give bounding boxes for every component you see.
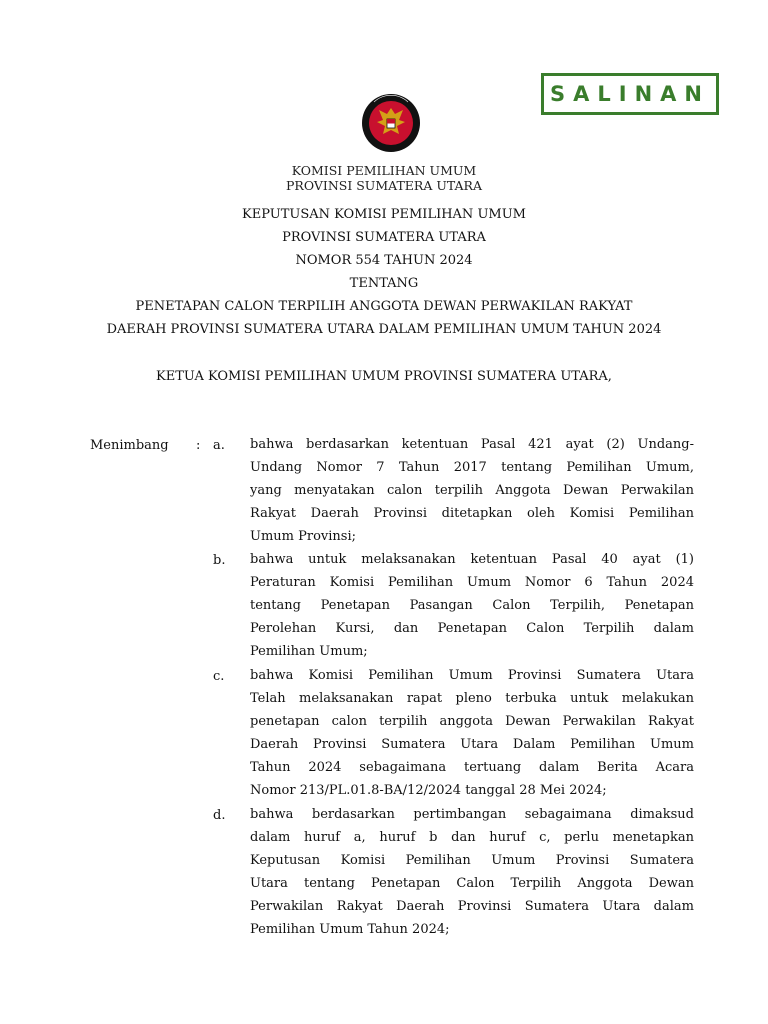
item-b-line: Pemilihan Umum; — [250, 644, 368, 659]
salinan-stamp: SALINAN — [541, 73, 719, 115]
item-letter-d: d. — [213, 808, 226, 823]
item-b-line: Perolehan Kursi, dan Penetapan Calon Terpilih dalam — [250, 621, 694, 636]
item-a-line: Umum Provinsi; — [250, 529, 356, 544]
item-d-line: Perwakilan Rakyat Daerah Provinsi Sumatera Utara dalam — [250, 899, 694, 914]
item-letter-a: a. — [213, 438, 225, 453]
heading-tentang: TENTANG — [349, 276, 419, 291]
item-a-line: yang menyatakan calon terpilih Anggota Dewan Perwakilan — [250, 483, 694, 498]
item-d-line: bahwa berdasarkan pertimbangan sebagaimana dimaksud — [250, 807, 694, 822]
item-c-line: penetapan calon terpilih anggota Dewan Perwakilan Rakyat — [250, 714, 694, 729]
item-c-line: bahwa Komisi Pemilihan Umum Provinsi Sumatera Utara — [250, 668, 694, 683]
menimbang-label: Menimbang — [90, 438, 169, 453]
heading-number: NOMOR 554 TAHUN 2024 — [295, 253, 473, 268]
kpu-garuda-emblem-icon — [360, 90, 422, 156]
item-c-line: Tahun 2024 sebagaimana tertuang dalam Berita Acara — [250, 760, 694, 775]
heading-subject-line1: PENETAPAN CALON TERPILIH ANGGOTA DEWAN PERWAKILAN RAKYAT — [135, 299, 633, 314]
item-body-d — [250, 803, 694, 941]
ketua-line: KETUA KOMISI PEMILIHAN UMUM PROVINSI SUMATERA UTARA, — [156, 369, 612, 384]
item-c-line: Telah melaksanakan rapat pleno terbuka untuk melakukan — [250, 691, 694, 706]
item-d-line: dalam huruf a, huruf b dan huruf c, perlu menetapkan — [250, 830, 694, 845]
item-body-a — [250, 433, 694, 548]
item-d-line: Pemilihan Umum Tahun 2024; — [250, 922, 450, 937]
org-name-line1: KOMISI PEMILIHAN UMUM — [291, 163, 477, 178]
heading-line2: PROVINSI SUMATERA UTARA — [282, 230, 486, 245]
item-d-line: Keputusan Komisi Pemilihan Umum Provinsi Sumatera — [250, 853, 694, 868]
item-body-c — [250, 664, 694, 802]
item-b-line: tentang Penetapan Pasangan Calon Terpilih, Penetapan — [250, 598, 694, 613]
item-a-line: Rakyat Daerah Provinsi ditetapkan oleh Komisi Pemilihan — [250, 506, 694, 521]
item-letter-c: c. — [213, 669, 225, 684]
item-letter-b: b. — [213, 553, 226, 568]
heading-line1: KEPUTUSAN KOMISI PEMILIHAN UMUM — [242, 207, 526, 222]
item-c-line: Daerah Provinsi Sumatera Utara Dalam Pemilihan Umum — [250, 737, 694, 752]
heading-subject-line2: DAERAH PROVINSI SUMATERA UTARA DALAM PEMILIHAN UMUM TAHUN 2024 — [106, 322, 662, 337]
item-b-line: bahwa untuk melaksanakan ketentuan Pasal 40 ayat (1) — [250, 552, 694, 567]
item-a-line: bahwa berdasarkan ketentuan Pasal 421 ayat (2) Undang- — [250, 437, 694, 452]
item-b-line: Peraturan Komisi Pemilihan Umum Nomor 6 Tahun 2024 — [250, 575, 694, 590]
item-d-line: Utara tentang Penetapan Calon Terpilih Anggota Dewan — [250, 876, 694, 891]
menimbang-colon: : — [196, 438, 201, 453]
item-body-b — [250, 548, 694, 663]
item-a-line: Undang Nomor 7 Tahun 2017 tentang Pemilihan Umum, — [250, 460, 694, 475]
org-name-line2: PROVINSI SUMATERA UTARA — [286, 178, 482, 193]
item-c-line: Nomor 213/PL.01.8-BA/12/2024 tanggal 28 Mei 2024; — [250, 783, 607, 798]
